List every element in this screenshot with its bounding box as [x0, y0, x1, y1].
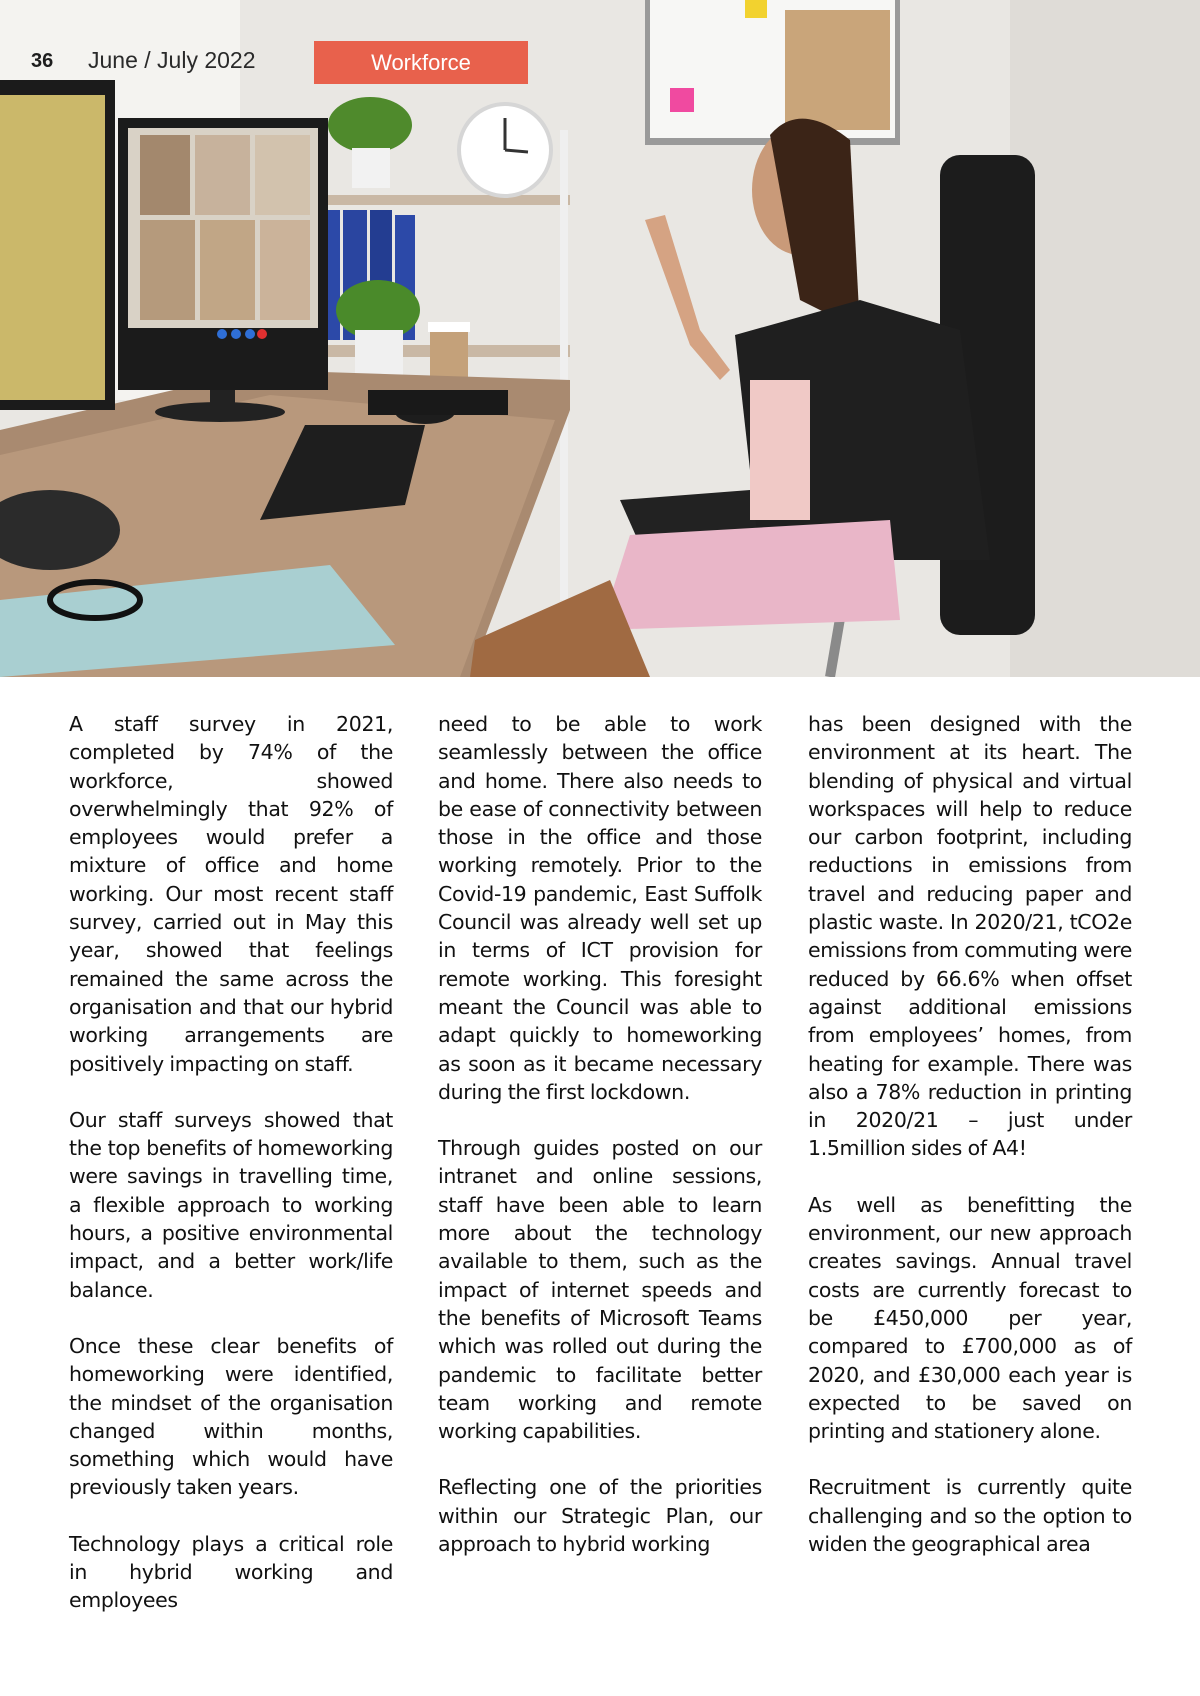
paragraph: need to be able to work seamlessly between the office and home. There also needs to be ease of connectivity between those in the office and those working remotely. Prior to the Covid-19 pandemic, East Suffolk Council was already well set up in terms of ICT provision for remote working. This foresight meant the Council was able to adapt quickly to homeworking as soon as it became necessary during the first lockdown. — [438, 712, 762, 1104]
article-body — [69, 710, 1133, 1613]
hybrid-working-photo-illustration — [0, 0, 1200, 677]
paragraph: As well as benefitting the environment, our new approach creates savings. Annual travel costs are currently forecast to be £450,000 per year, compared to £700,000 as of 2020, and £30,000 each year is expected to be saved on printing and stationery alone. — [808, 1192, 1132, 1444]
page-number: 36 — [31, 50, 54, 72]
paragraph: Recruitment is currently quite challenging and so the option to widen the geographical area — [808, 1475, 1132, 1557]
issue-date: June / July 2022 — [88, 47, 256, 73]
paragraph: has been designed with the environment at its heart. The blending of physical and virtual workspaces will help to reduce our carbon footprint, including reductions in emissions from travel and reducing paper and plastic waste. In 2020/21, tCO2e emissions from commuting were reduced by 66.6% when offset against additional emissions from employees’ homes, from heating for example. There was also a 78% reduction in printing in 2020/21 – just under 1.5million sides of A4! — [808, 712, 1132, 1161]
column-2 — [438, 710, 762, 1586]
section-tag — [314, 41, 528, 84]
paragraph: Once these clear benefits of homeworking were identified, the mindset of the organisation changed within months, something which would have previously taken years. — [69, 1333, 393, 1500]
paragraph: Our staff surveys showed that the top benefits of homeworking were savings in travelling time, a flexible approach to working hours, a positive environmental impact, and a better work/life balance. — [69, 1107, 393, 1302]
paragraph: Through guides posted on our intranet and online sessions, staff have been able to learn more about the technology available to them, such as the impact of internet speeds and the benefits of Microsoft Teams which was rolled out during the pandemic to facilitate better team working and remote working capabilities. — [438, 1136, 762, 1444]
hero-photo — [0, 0, 1200, 677]
section-tag-label: Workforce — [371, 49, 471, 75]
paragraph: A staff survey in 2021, completed by 74% of the workforce, showed overwhelmingly that 92% of employees would prefer a mixture of office and home working. Our most recent staff survey, carried out in May this year, showed that feelings remained the same across the organisation and that our hybrid working arrangements are positively impacting on staff. — [69, 712, 393, 1076]
paragraph: Reflecting one of the priorities within our Strategic Plan, our approach to hybrid working — [438, 1475, 762, 1557]
column-3 — [808, 710, 1132, 1586]
column-1 — [69, 710, 393, 1643]
paragraph: Technology plays a critical role in hybrid working and employees — [69, 1531, 393, 1613]
